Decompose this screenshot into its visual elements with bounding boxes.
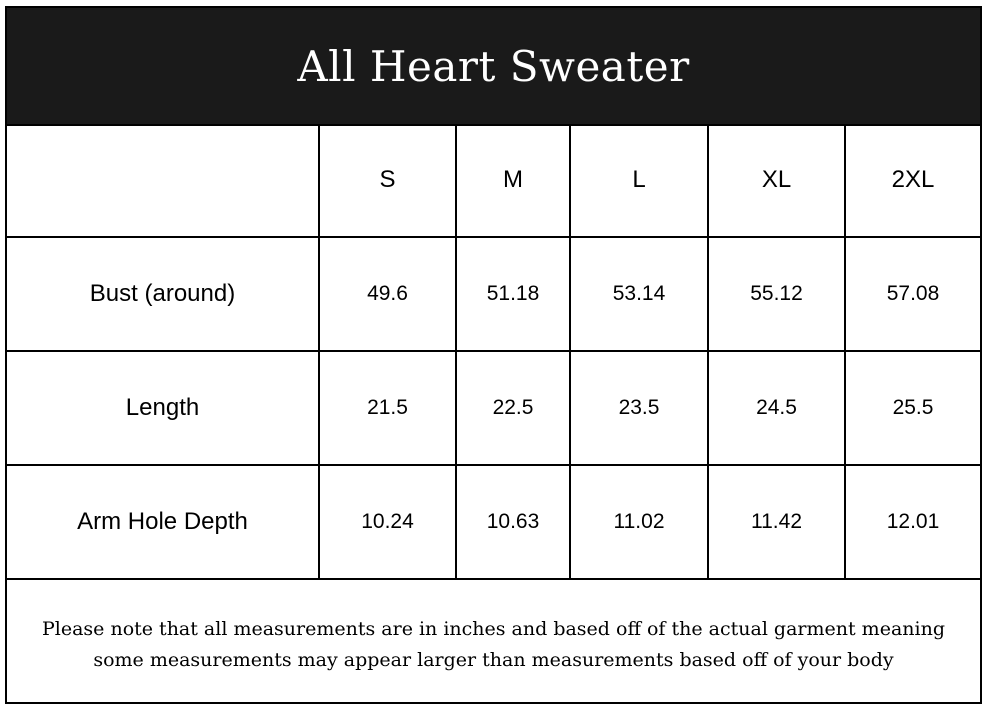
table-cell: 11.02 — [570, 465, 708, 579]
footnote — [7, 587, 980, 702]
size-header: S — [319, 124, 456, 237]
size-header: L — [570, 124, 708, 237]
table-cell: 23.5 — [570, 351, 708, 465]
size-header: M — [456, 124, 570, 237]
table-row — [7, 351, 980, 465]
header-row — [7, 124, 980, 237]
table-row — [7, 465, 980, 579]
table-cell: 21.5 — [319, 351, 456, 465]
row-label: Length — [7, 351, 319, 465]
table-row — [7, 237, 980, 351]
corner-cell — [7, 124, 319, 237]
footnote-text: Please note that all measurements are in inches and based off of the actual garment meaning some measurements may appear larger than measurements based off of your body — [42, 617, 945, 671]
size-header: XL — [708, 124, 845, 237]
table-cell: 24.5 — [708, 351, 845, 465]
table-cell: 11.42 — [708, 465, 845, 579]
table-cell: 10.24 — [319, 465, 456, 579]
chart-title: All Heart Sweater — [297, 41, 690, 91]
row-label: Bust (around) — [7, 237, 319, 351]
table-cell: 51.18 — [456, 237, 570, 351]
table-cell: 53.14 — [570, 237, 708, 351]
table-cell: 49.6 — [319, 237, 456, 351]
table-cell: 55.12 — [708, 237, 845, 351]
table-cell: 25.5 — [845, 351, 980, 465]
table-cell: 10.63 — [456, 465, 570, 579]
table-cell: 22.5 — [456, 351, 570, 465]
size-table — [7, 124, 980, 580]
table-cell: 57.08 — [845, 237, 980, 351]
size-header: 2XL — [845, 124, 980, 237]
table-cell: 12.01 — [845, 465, 980, 579]
row-label: Arm Hole Depth — [7, 465, 319, 579]
size-chart — [5, 6, 982, 704]
title-bar — [7, 8, 980, 126]
